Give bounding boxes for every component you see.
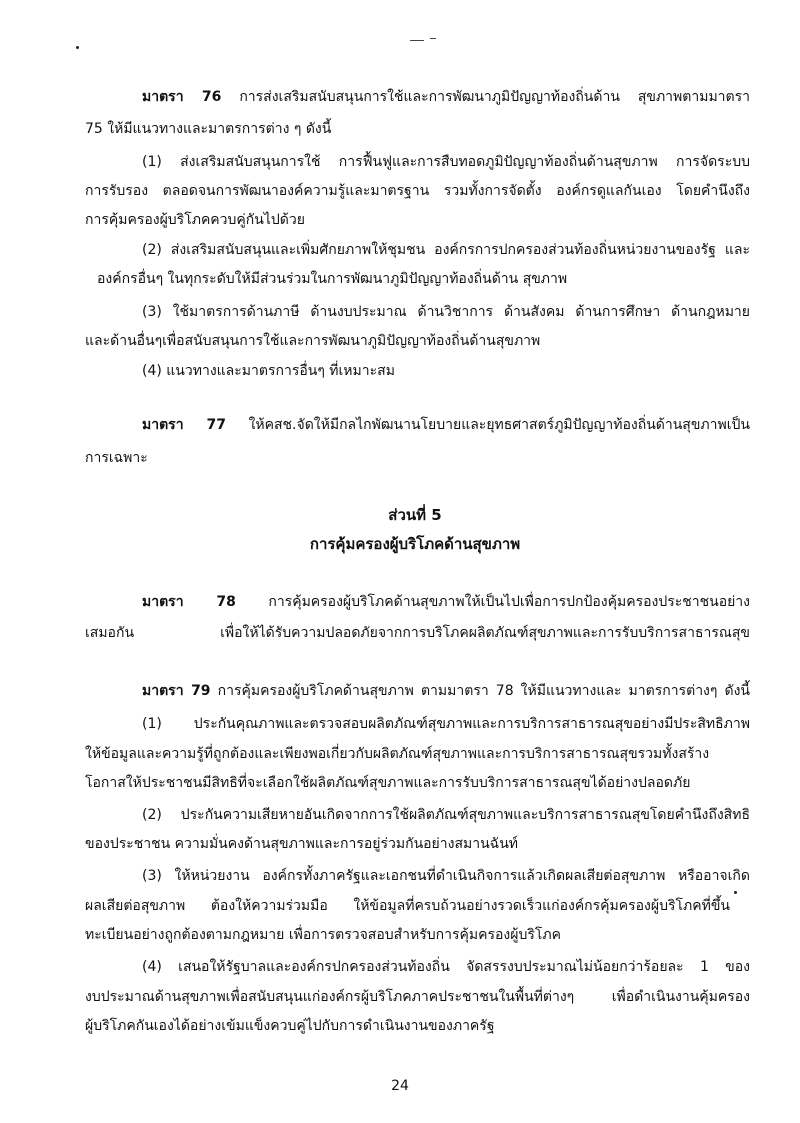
article-76-item-1-line-3: การคุ้มครองผู้บริโภคควบคู่กันไปด้วย (85, 212, 305, 228)
article-78-text: การคุ้มครองผู้บริโภคด้านสุขภาพให้เป็นไปเพื่อการปกป้องคุ้มครองประชาชนอย่าง (268, 594, 751, 610)
article-79-item-4-line-1: (4) เสนอให้รัฐบาลและองค์กรปกครองส่วนท้องถิ่น จัดสรรงบประมาณไม่น้อยกว่าร้อยละ 1 ของ (142, 959, 750, 975)
article-76-item-2-line-1: (2) ส่งเสริมสนับสนุนและเพิ่มศักยภาพให้ชุมชน องค์กรการปกครองส่วนท้องถิ่นหน่วยงานของรัฐ และ (142, 242, 750, 258)
article-79-item-4-line-2: งบประมาณด้านสุขภาพเพื่อสนับสนุนแก่องค์กรผู้บริโภคภาคประชาชนในพื้นที่ต่างๆ เพื่อดำเนินงานคุ้มครอง (85, 989, 750, 1005)
article-79-item-2-line-1: (2) ประกันความเสียหายอันเกิดจากการใช้ผลิตภัณฑ์สุขภาพและบริการสาธารณสุขโดยคำนึงถึงสิทธิ (142, 807, 750, 823)
article-79-item-3-line-1: (3) ให้หน่วยงาน องค์กรทั้งภาครัฐและเอกชนที่ดำเนินกิจการแล้วเกิดผลเสียต่อสุขภาพ หรืออาจเกิด (142, 868, 750, 884)
article-76-line-2: 75 ให้มีแนวทางและมาตรการต่าง ๆ ดังนี้ (85, 121, 332, 137)
article-76-item-3-line-1: (3) ใช้มาตรการด้านภาษี ด้านงบประมาณ ด้านวิชาการ ด้านสังคม ด้านการศึกษา ด้านกฎหมาย (142, 304, 750, 320)
article-77-text: ให้คสช.จัดให้มีกลไกพัฒนานโยบายและยุทธศาสตร์ภูมิปัญญาท้องถิ่นด้านสุขภาพเป็น (248, 417, 750, 433)
scan-speck (734, 891, 737, 894)
article-79-item-1-line-2: ให้ข้อมูลและความรู้ที่ถูกต้องและเพียงพอเกี่ยวกับผลิตภัณฑ์สุขภาพและการบริการสาธารณสุขรวมทั้งสร้าง (85, 746, 710, 762)
article-76-line-1 (142, 87, 750, 107)
page-number: 24 (391, 1078, 409, 1094)
article-79-item-4-line-3: ผู้บริโภคกันเองได้อย่างเข้มแข็งควบคู่ไปกับการดำเนินงานของภาครัฐ (85, 1018, 495, 1034)
article-77-line-1 (142, 415, 750, 435)
article-78-label: มาตรา 78 (142, 594, 236, 610)
article-76-text: การส่งเสริมสนับสนุนการใช้และการพัฒนาภูมิปัญญาท้องถิ่นด้าน สุขภาพตามมาตรา (239, 89, 750, 105)
article-76-item-1-line-2: การรับรอง ตลอดจนการพัฒนาองค์ความรู้และมาตรฐาน รวมทั้งการจัดตั้ง องค์กรดูแลกันเอง โดยคำนึงถึง (85, 183, 750, 199)
article-79-line-1 (142, 681, 750, 701)
scan-speck (76, 46, 79, 49)
article-77-label: มาตรา 77 (142, 417, 227, 433)
section-number: ส่วนที่ 5 (388, 506, 442, 524)
article-79-item-3-line-3: ทะเบียนอย่างถูกต้องตามกฎหมาย เพื่อการตรวจสอบสำหรับการคุ้มครองผู้บริโภค (85, 927, 561, 943)
scan-mark (430, 38, 436, 39)
article-78-line-1 (142, 592, 750, 612)
scan-mark (410, 40, 424, 41)
article-77-line-2: การเฉพาะ (85, 450, 148, 466)
article-79-item-1-line-1: (1) ประกันคุณภาพและตรวจสอบผลิตภัณฑ์สุขภาพและการบริการสาธารณสุขอย่างมีประสิทธิภาพ (142, 716, 750, 732)
article-79-item-2-line-2: ของประชาชน ความมั่นคงด้านสุขภาพและการอยู่ร่วมกันอย่างสมานฉันท์ (85, 836, 518, 852)
article-78-line-2: เสมอกัน เพื่อให้ได้รับความปลอดภัยจากการบริโภคผลิตภัณฑ์สุขภาพและการรับบริการสาธารณสุข (85, 625, 750, 641)
article-79-text: การคุ้มครองผู้บริโภคด้านสุขภาพ ตามมาตรา 78 ให้มีแนวทางและ มาตรการต่างๆ ดังนี้ (217, 683, 750, 699)
article-76-item-2-line-2: องค์กรอื่นๆ ในทุกระดับให้มีส่วนร่วมในการพัฒนาภูมิปัญญาท้องถิ่นด้าน สุขภาพ (97, 271, 568, 287)
section-title: การคุ้มครองผู้บริโภคด้านสุขภาพ (309, 535, 521, 553)
article-76-item-3-line-2: และด้านอื่นๆเพื่อสนับสนุนการใช้และการพัฒนาภูมิปัญญาท้องถิ่นด้านสุขภาพ (85, 333, 541, 349)
article-79-item-3-line-2: ผลเสียต่อสุขภาพ ต้องให้ความร่วมมือ ให้ข้อมูลที่ครบถ้วนอย่างรวดเร็วแก่องค์กรคุ้มครองผู้บริโภคที่ขึ้น (85, 898, 730, 914)
article-79-label: มาตรา 79 (142, 683, 211, 699)
article-79-item-1-line-3: โอกาสให้ประชาชนมีสิทธิที่จะเลือกใช้ผลิตภัณฑ์สุขภาพและการรับบริการสาธารณสุขได้อย่างปลอดภัย (85, 775, 691, 791)
article-76-item-1-line-1: (1) ส่งเสริมสนับสนุนการใช้ การฟื้นฟูและการสืบทอดภูมิปัญญาท้องถิ่นด้านสุขภาพ การจัดระบบ (142, 154, 750, 170)
article-76-item-4-line-1: (4) แนวทางและมาตรการอื่นๆ ที่เหมาะสม (142, 363, 395, 379)
article-76-label: มาตรา 76 (142, 89, 222, 105)
